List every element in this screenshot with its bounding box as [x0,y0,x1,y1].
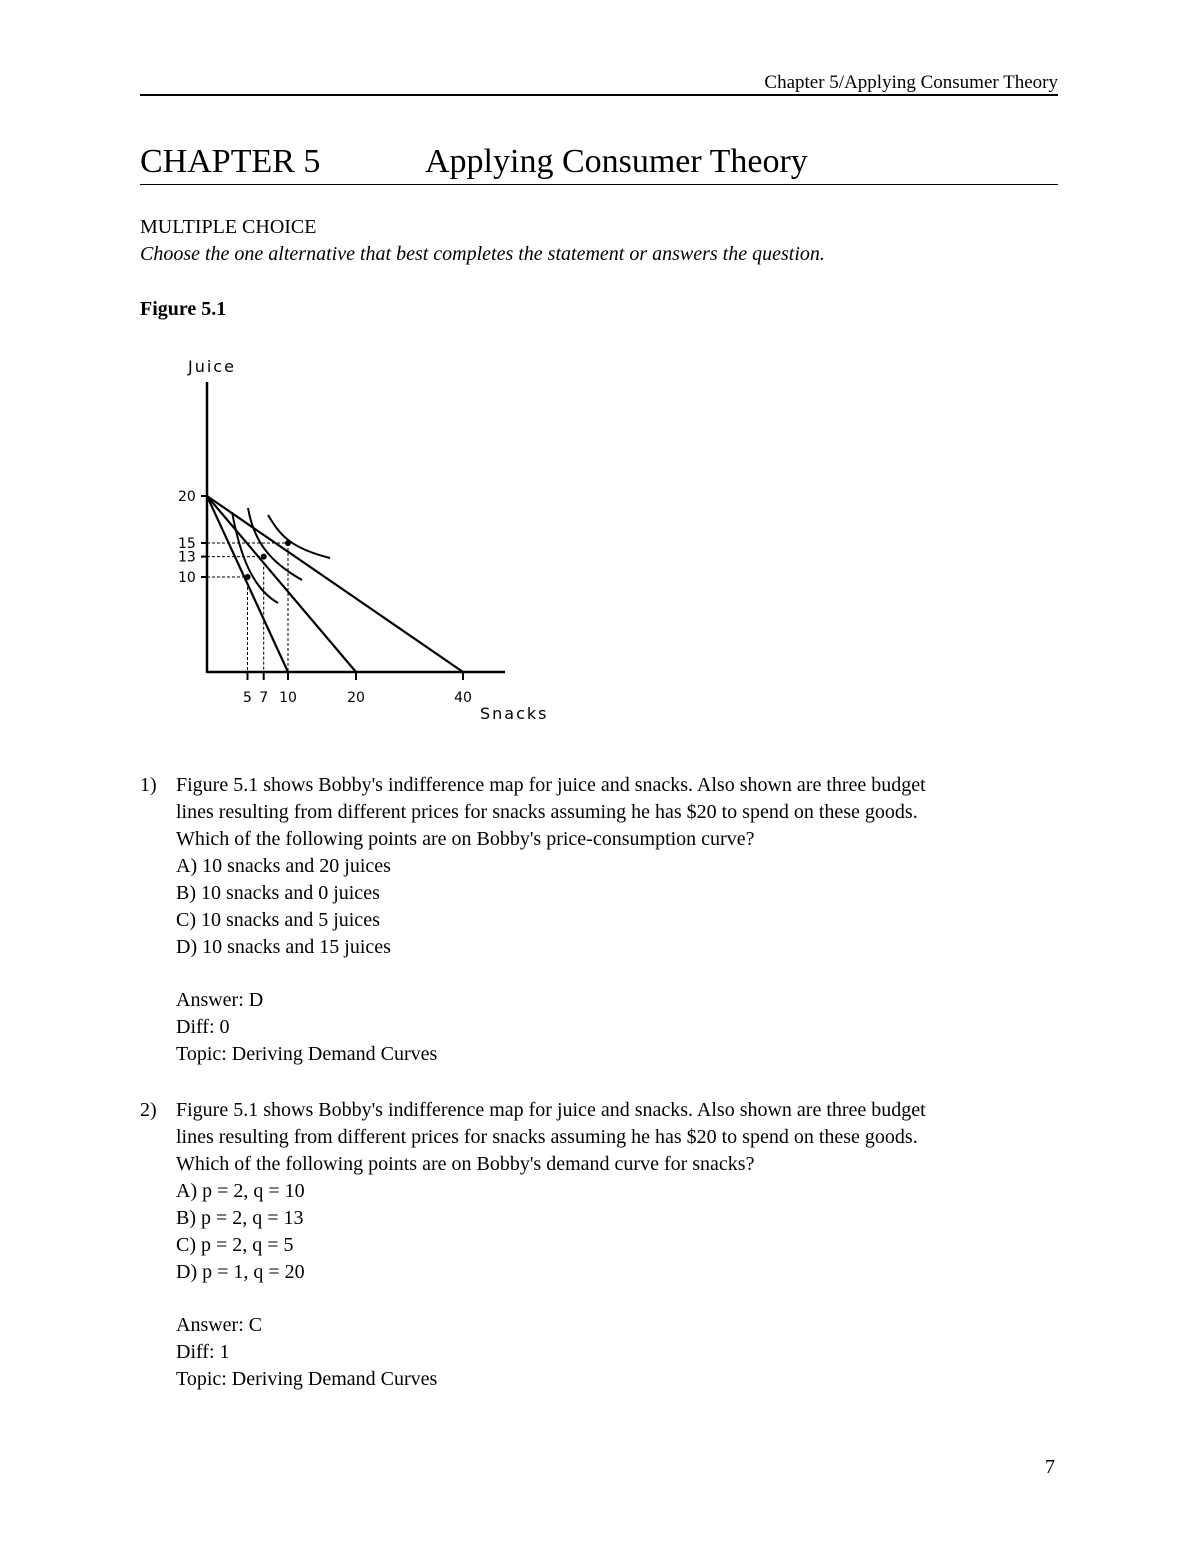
y-tick-label: 10 [178,570,196,586]
page-number: 7 [1045,1456,1055,1478]
y-tick-label: 20 [178,489,196,505]
x-axis-label: Snacks [480,704,549,723]
difficulty: Diff: 0 [176,1016,230,1038]
y-tick-label: 13 [178,549,196,566]
question-text-line: Which of the following points are on Bobby's demand curve for snacks? [176,1153,755,1175]
topic: Topic: Deriving Demand Curves [176,1043,438,1065]
budget-lines [207,496,463,672]
answer-option-c: C) 10 snacks and 5 juices [176,909,380,931]
x-tick-label: 7 [259,690,269,706]
question-2 [140,1097,1070,1393]
chapter-number: CHAPTER 5 [140,143,321,180]
question-text-line: Which of the following points are on Bobby's price-consumption curve? [176,828,755,850]
header-rule [140,94,1058,96]
difficulty: Diff: 1 [176,1341,230,1363]
x-ticks [243,672,472,706]
x-tick-label: 40 [454,690,472,706]
answer-option-a: A) 10 snacks and 20 juices [176,855,391,877]
answer-option-d: D) p = 1, q = 20 [176,1261,305,1283]
instructions: Choose the one alternative that best completes the statement or answers the question. [140,243,825,265]
question-number: 1) [140,774,157,796]
answer-option-d: D) 10 snacks and 15 juices [176,936,391,958]
chapter-name: Applying Consumer Theory [425,143,808,180]
figure-label: Figure 5.1 [140,298,227,320]
answer-option-a: A) p = 2, q = 10 [176,1180,305,1202]
answer-key: Answer: C [176,1314,263,1336]
x-tick-label: 20 [347,690,365,706]
y-tick-label: 15 [178,536,196,552]
chapter-title [140,142,1058,185]
question-text-line: lines resulting from different prices for snacks assuming he has $20 to spend on these goods. [176,801,918,823]
question-text-line: Figure 5.1 shows Bobby's indifference map for juice and snacks. Also shown are three budget [176,1099,926,1121]
x-tick-label: 10 [279,690,297,706]
question-number: 2) [140,1099,157,1121]
answer-option-b: B) 10 snacks and 0 juices [176,882,380,904]
y-axis-label: Juice [188,357,236,376]
figure-chart [170,350,570,730]
section-label: MULTIPLE CHOICE [140,216,317,238]
answer-option-b: B) p = 2, q = 13 [176,1207,304,1229]
budget-line-1 [207,496,288,672]
topic: Topic: Deriving Demand Curves [176,1368,438,1390]
answer-key: Answer: D [176,989,264,1011]
running-header: Chapter 5/Applying Consumer Theory [764,72,1058,93]
tangency-point-2 [261,554,267,560]
answer-option-c: C) p = 2, q = 5 [176,1234,294,1256]
question-1 [140,772,1070,1068]
indifference-curve-3 [268,515,330,558]
question-text-line: Figure 5.1 shows Bobby's indifference map for juice and snacks. Also shown are three budget [176,774,926,796]
tangency-point-1 [245,574,251,580]
x-tick-label: 5 [243,690,252,706]
question-text-line: lines resulting from different prices for snacks assuming he has $20 to spend on these goods. [176,1126,918,1148]
y-ticks [178,489,207,586]
tangency-point-3 [285,540,291,546]
